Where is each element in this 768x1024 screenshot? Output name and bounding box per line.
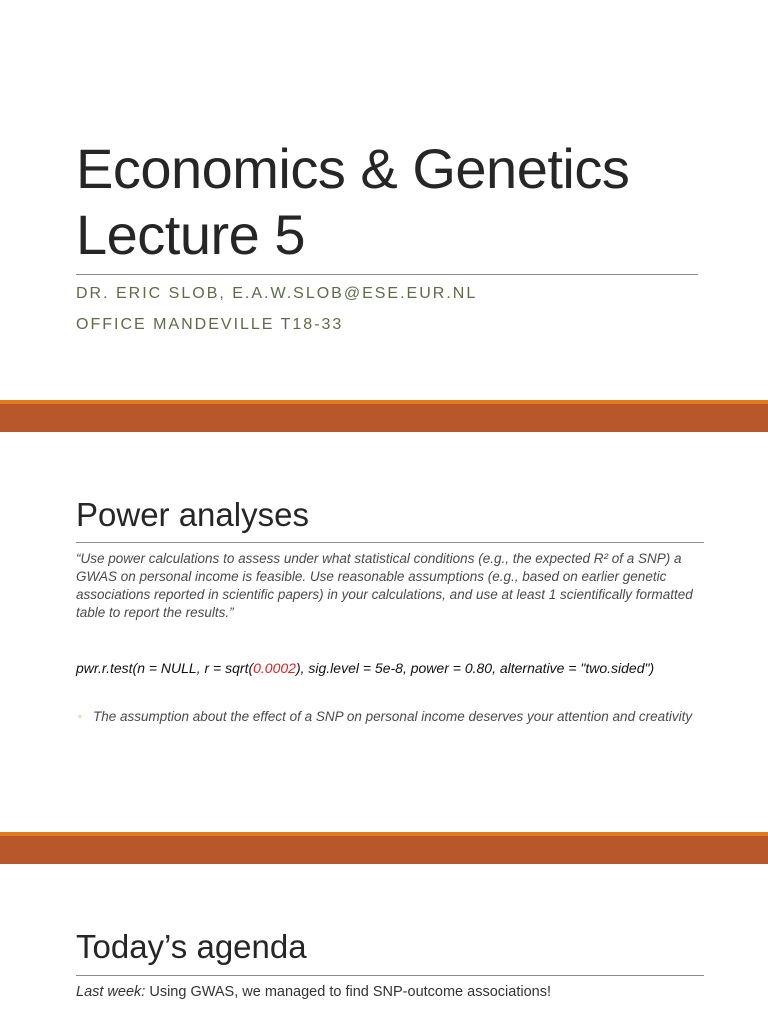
code-line xyxy=(76,660,654,676)
slide-2-divider xyxy=(76,542,704,543)
code-before: pwr.r.test(n = NULL, r = sqrt( xyxy=(76,660,254,676)
bullet-text: The assumption about the effect of a SNP on personal income deserves your attention and creativity xyxy=(93,709,693,724)
code-highlight: 0.0002 xyxy=(253,660,296,676)
title-line-2: Lecture 5 xyxy=(76,203,305,266)
slide-3-title: Today’s agenda xyxy=(76,928,307,965)
separator-accent xyxy=(0,400,768,404)
agenda-label: Last week: xyxy=(76,984,146,1000)
slide-3-divider xyxy=(76,975,704,976)
assignment-quote: “Use power calculations to assess under what statistical conditions (e.g., the expected R² of a SNP) a GWAS on personal income is feasible. Use reasonable assumptions (e.g., based on earlier genetic associations reported in scientific papers) in your calculations, and use at least 1 scientifically formatted table to report the results.” xyxy=(76,551,693,620)
subtitle-author: DR. ERIC SLOB, E.A.W.SLOB@ESE.EUR.NL xyxy=(76,285,478,302)
bullet-item xyxy=(78,708,703,726)
slide-2-title: Power analyses xyxy=(76,496,309,533)
bullet-marker-icon: ◦ xyxy=(78,711,82,723)
title-divider xyxy=(76,274,698,275)
subtitle-office: OFFICE MANDEVILLE T18-33 xyxy=(76,316,344,333)
slide-3 xyxy=(0,864,768,1024)
agenda-text: Using GWAS, we managed to find SNP-outcome associations! xyxy=(145,984,551,1000)
slide-1-title xyxy=(76,136,629,268)
slide-1 xyxy=(0,0,768,400)
code-after: ), sig.level = 5e-8, power = 0.80, alternative = "two.sided") xyxy=(295,660,655,676)
slide-2 xyxy=(0,432,768,832)
slide-separator-2 xyxy=(0,832,768,864)
title-line-1: Economics & Genetics xyxy=(76,137,630,200)
agenda-line xyxy=(76,984,551,1000)
separator-accent xyxy=(0,832,768,836)
slide-separator-1 xyxy=(0,400,768,432)
